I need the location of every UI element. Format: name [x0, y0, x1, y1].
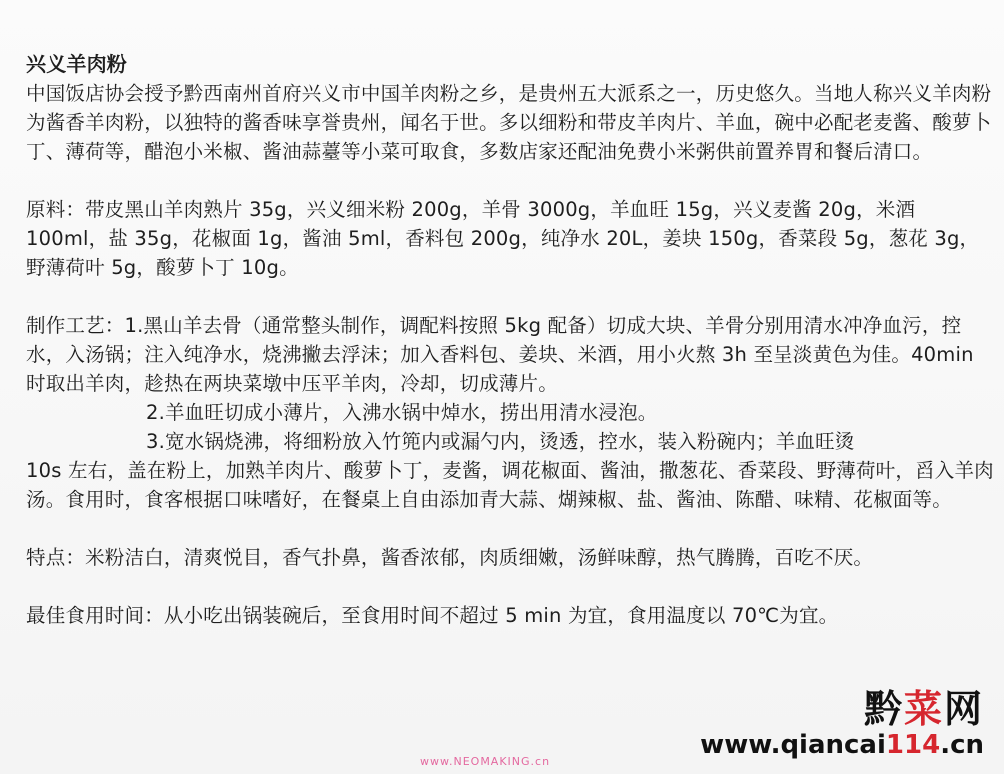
watermark-logo: [700, 688, 984, 730]
url-part-1: www.qiancai: [700, 730, 886, 760]
article-body: [26, 50, 998, 630]
ingredients-paragraph: 原料：带皮黑山羊肉熟片 35g，兴义细米粉 200g，羊骨 3000g，羊血旺 15g，兴义麦酱 20g，米酒 100ml，盐 35g，花椒面 1g，酱油 5ml，香料包 200g，纯净水 20L，姜块 150g，香菜段 5g，葱花 3g，野薄荷叶 5g，酸萝卜丁 10g。: [26, 198, 980, 279]
best-time-paragraph: 最佳食用时间：从小吃出锅装碗后，至食用时间不超过 5 min 为宜，食用温度以 70℃为宜。: [26, 604, 839, 627]
url-part-3: .cn: [940, 730, 984, 760]
watermark-url: [700, 730, 984, 760]
article-title: 兴义羊肉粉: [26, 52, 127, 76]
process-step-3-continued: 10s 左右，盖在粉上，加熟羊肉片、酸萝卜丁，麦酱，调花椒面、酱油，撒葱花、香菜段、野薄荷叶，舀入羊肉汤。食用时，食客根据口味嗜好，在餐桌上自由添加青大蒜、煳辣椒、盐、酱油、陈醋、味精、花椒面等。: [26, 459, 994, 511]
paragraph-spacer: [26, 572, 998, 601]
intro-paragraph: 中国饭店协会授予黔西南州首府兴义市中国羊肉粉之乡，是贵州五大派系之一，历史悠久。当地人称兴义羊肉粉为酱香羊肉粉，以独特的酱香味享誉贵州，闻名于世。多以细粉和带皮羊肉片、羊血，碗中必配老麦酱、酸萝卜丁、薄荷等，醋泡小米椒、酱油蒜薹等小菜可取食，多数店家还配油免费小米粥供前置养胃和餐后清口。: [26, 82, 992, 163]
paragraph-spacer: [26, 514, 998, 543]
logo-char-2: 菜: [903, 687, 944, 731]
small-watermark: www.NEOMAKING.cn: [420, 755, 551, 768]
paragraph-spacer: [26, 166, 998, 195]
logo-char-1: 黔: [863, 687, 904, 731]
site-watermark: [700, 688, 984, 760]
paragraph-spacer: [26, 282, 998, 311]
process-step-3-first-line: 3.宽水锅烧沸，将细粉放入竹篼内或漏勺内，烫透，控水，装入粉碗内；羊血旺烫: [146, 430, 855, 453]
url-part-2: 114: [885, 730, 941, 760]
process-step-1: 制作工艺：1.黑山羊去骨（通常整头制作，调配料按照 5kg 配备）切成大块、羊骨分别用清水冲净血污，控水，入汤锅；注入纯净水，烧沸撇去浮沫；加入香料包、姜块、米酒，用小火熬 3h 至呈淡黄色为佳。40min 时取出羊肉，趁热在两块菜墩中压平羊肉，冷却，切成薄片。: [26, 314, 981, 395]
logo-char-3: 网: [943, 687, 984, 731]
process-step-2: 2.羊血旺切成小薄片，入沸水锅中焯水，捞出用清水浸泡。: [146, 401, 658, 424]
features-paragraph: 特点：米粉洁白，清爽悦目，香气扑鼻，酱香浓郁，肉质细嫩，汤鲜味醇，热气腾腾，百吃不厌。: [26, 546, 874, 569]
